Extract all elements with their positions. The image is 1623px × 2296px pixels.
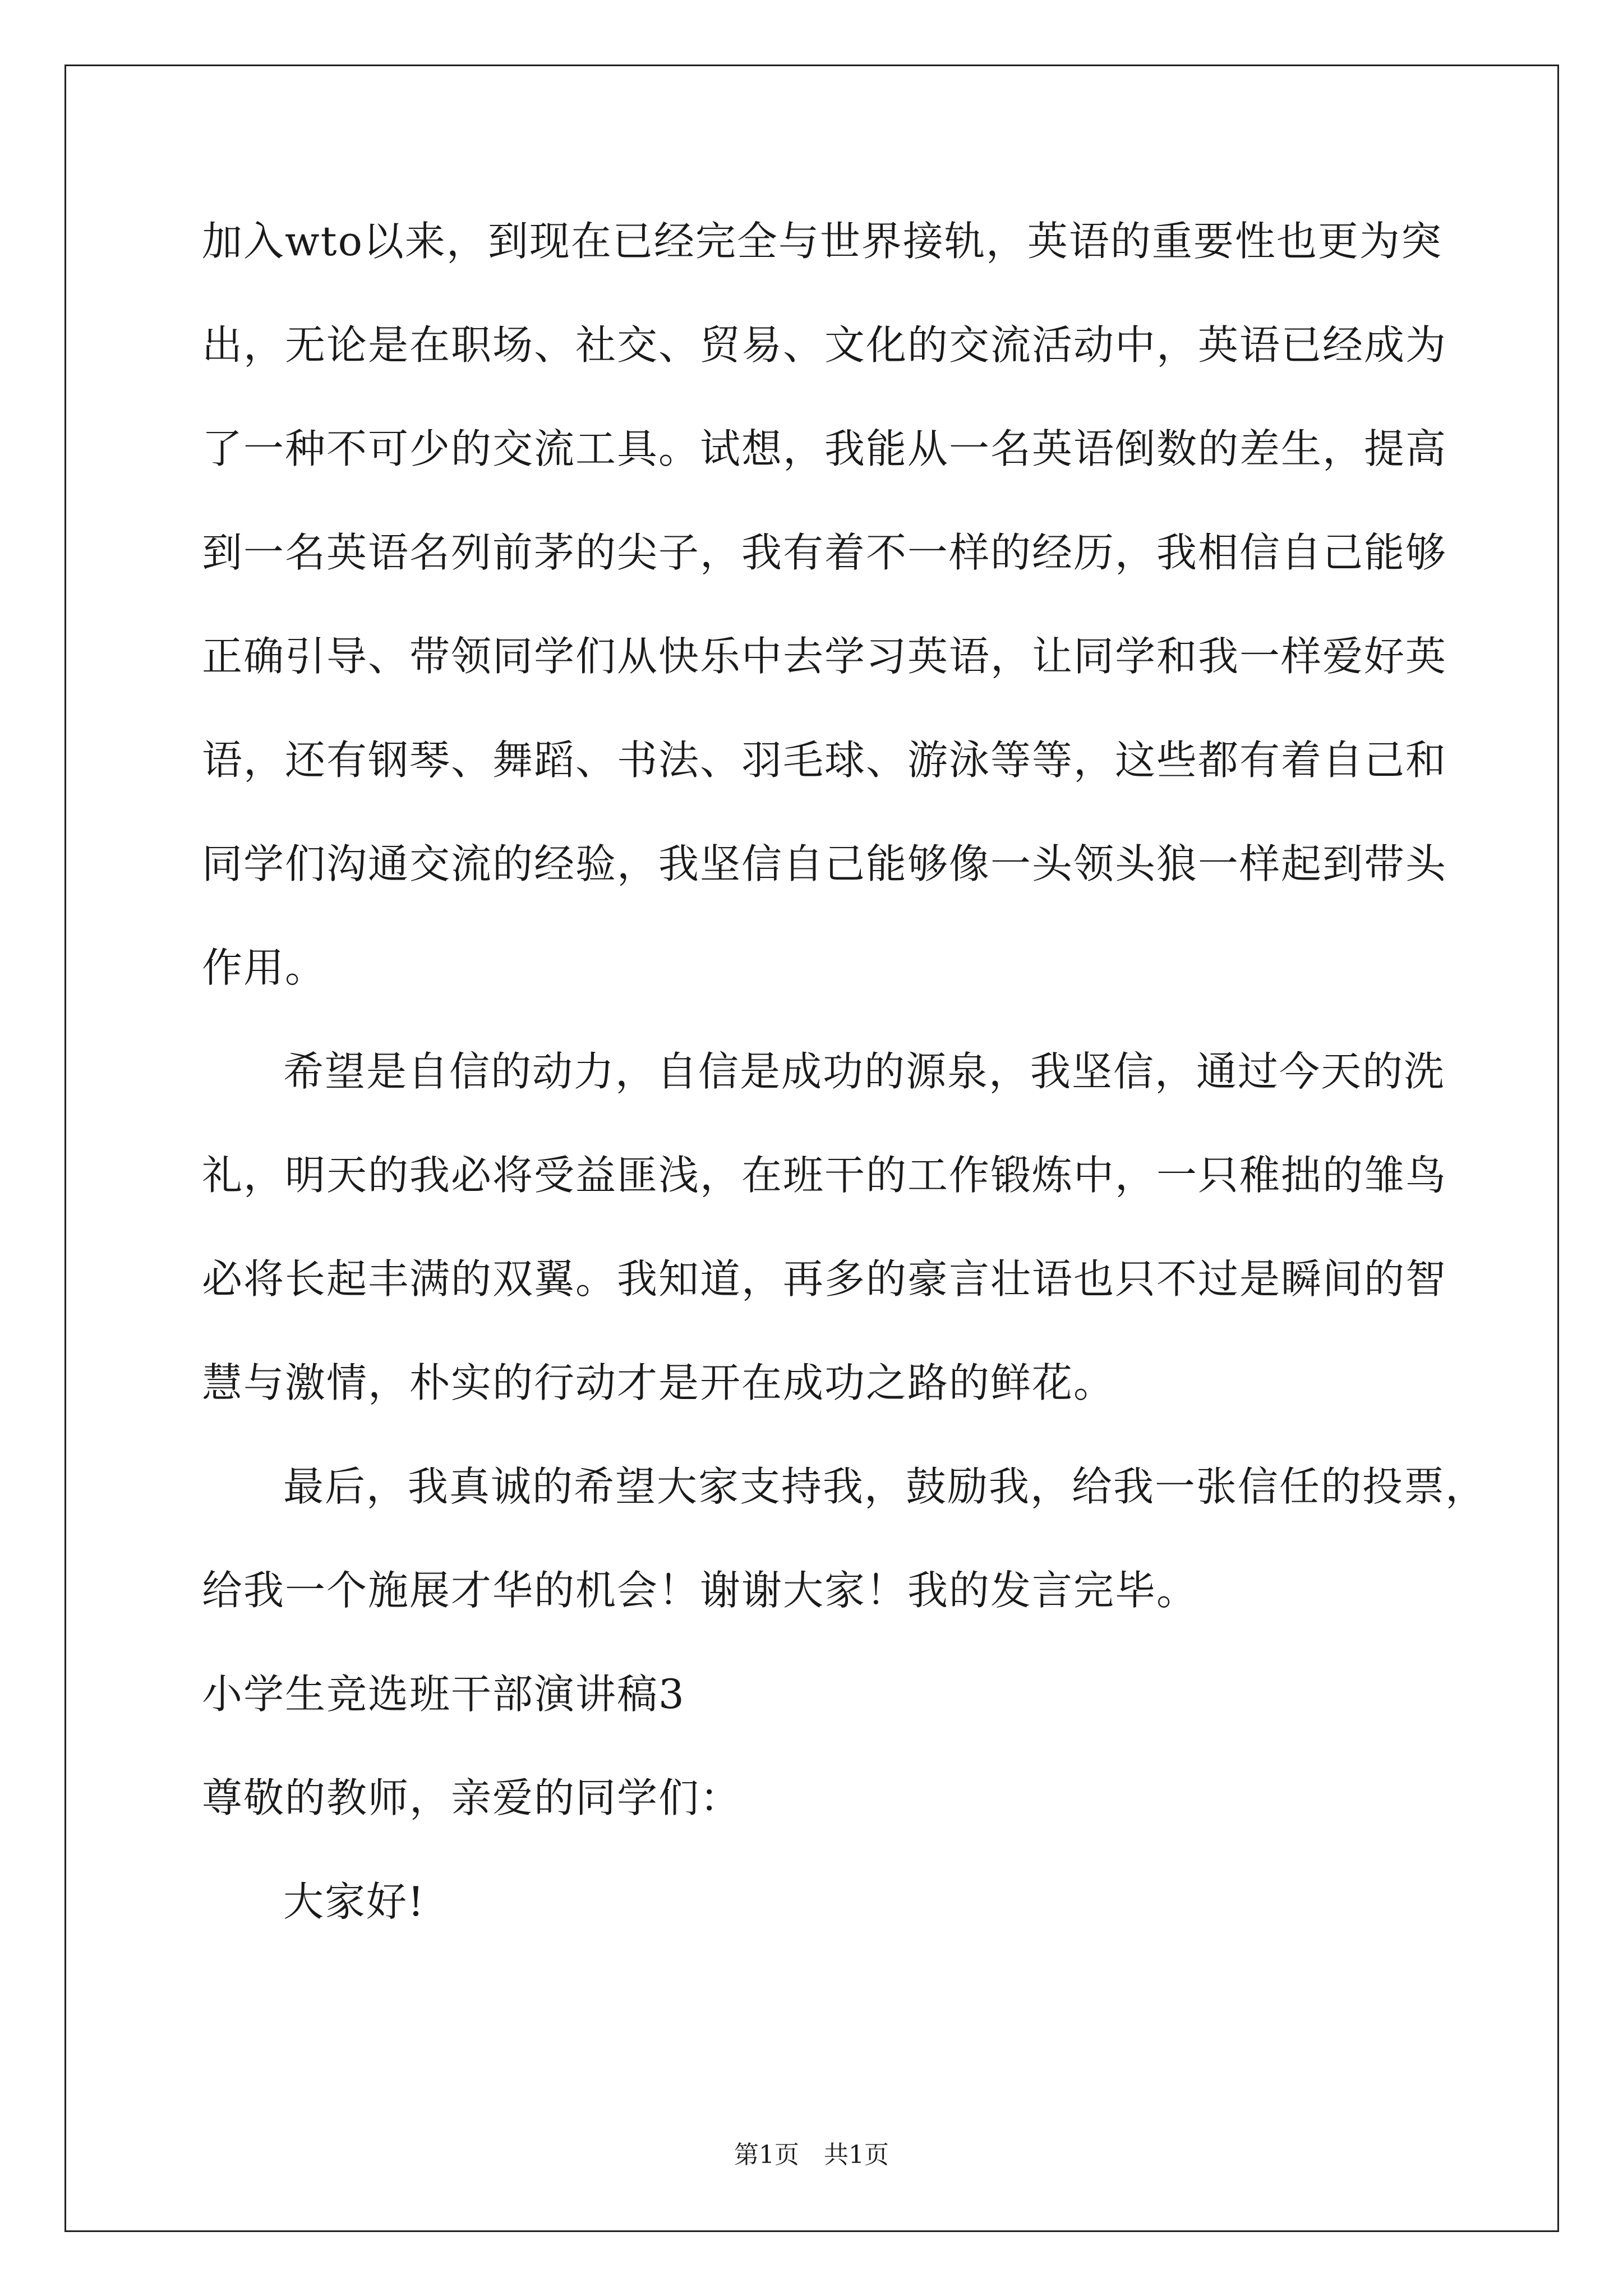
page-footer: 第1页 共1页 [734,2141,889,2169]
text-line: 最后，我真诚的希望大家支持我，鼓励我，给我一张信任的投票， [283,1463,1487,1510]
text-line: 慧与激情，朴实的行动才是开在成功之路的鲜花。 [202,1359,1115,1406]
salutation: 尊敬的教师，亲爱的同学们： [202,1774,742,1821]
text-line: 必将长起丰满的双翼。我知道，再多的豪言壮语也只不过是瞬间的智 [202,1255,1447,1303]
text-line: 语，还有钢琴、舞蹈、书法、羽毛球、游泳等等，这些都有着自己和 [202,737,1447,784]
section-heading: 小学生竞选班干部演讲稿3 [202,1671,685,1718]
text-line: 加入wto以来，到现在已经完全与世界接轨，英语的重要性也更为突 [202,218,1442,265]
text-line: 给我一个施展才华的机会！谢谢大家！我的发言完毕。 [202,1567,1198,1614]
document-body [202,216,1487,1980]
text-line: 了一种不可少的交流工具。试想，我能从一名英语倒数的差生，提高 [202,425,1447,472]
text-line: 希望是自信的动力，自信是成功的源泉，我坚信，通过今天的洗 [283,1048,1446,1095]
text-line: 作用。 [202,944,327,991]
text-line: 出，无论是在职场、社交、贸易、文化的交流活动中，英语已经成为 [202,321,1447,369]
text-line: 到一名英语名列前茅的尖子，我有着不一样的经历，我相信自己能够 [202,529,1447,576]
text-line: 礼，明天的我必将受益匪浅，在班干的工作锻炼中，一只稚拙的雏鸟 [202,1152,1447,1199]
text-line: 同学们沟通交流的经验，我坚信自己能够像一头领头狼一样起到带头 [202,840,1447,887]
text-line: 正确引导、带领同学们从快乐中去学习英语，让同学和我一样爱好英 [202,633,1447,680]
greeting: 大家好! [283,1878,425,1925]
